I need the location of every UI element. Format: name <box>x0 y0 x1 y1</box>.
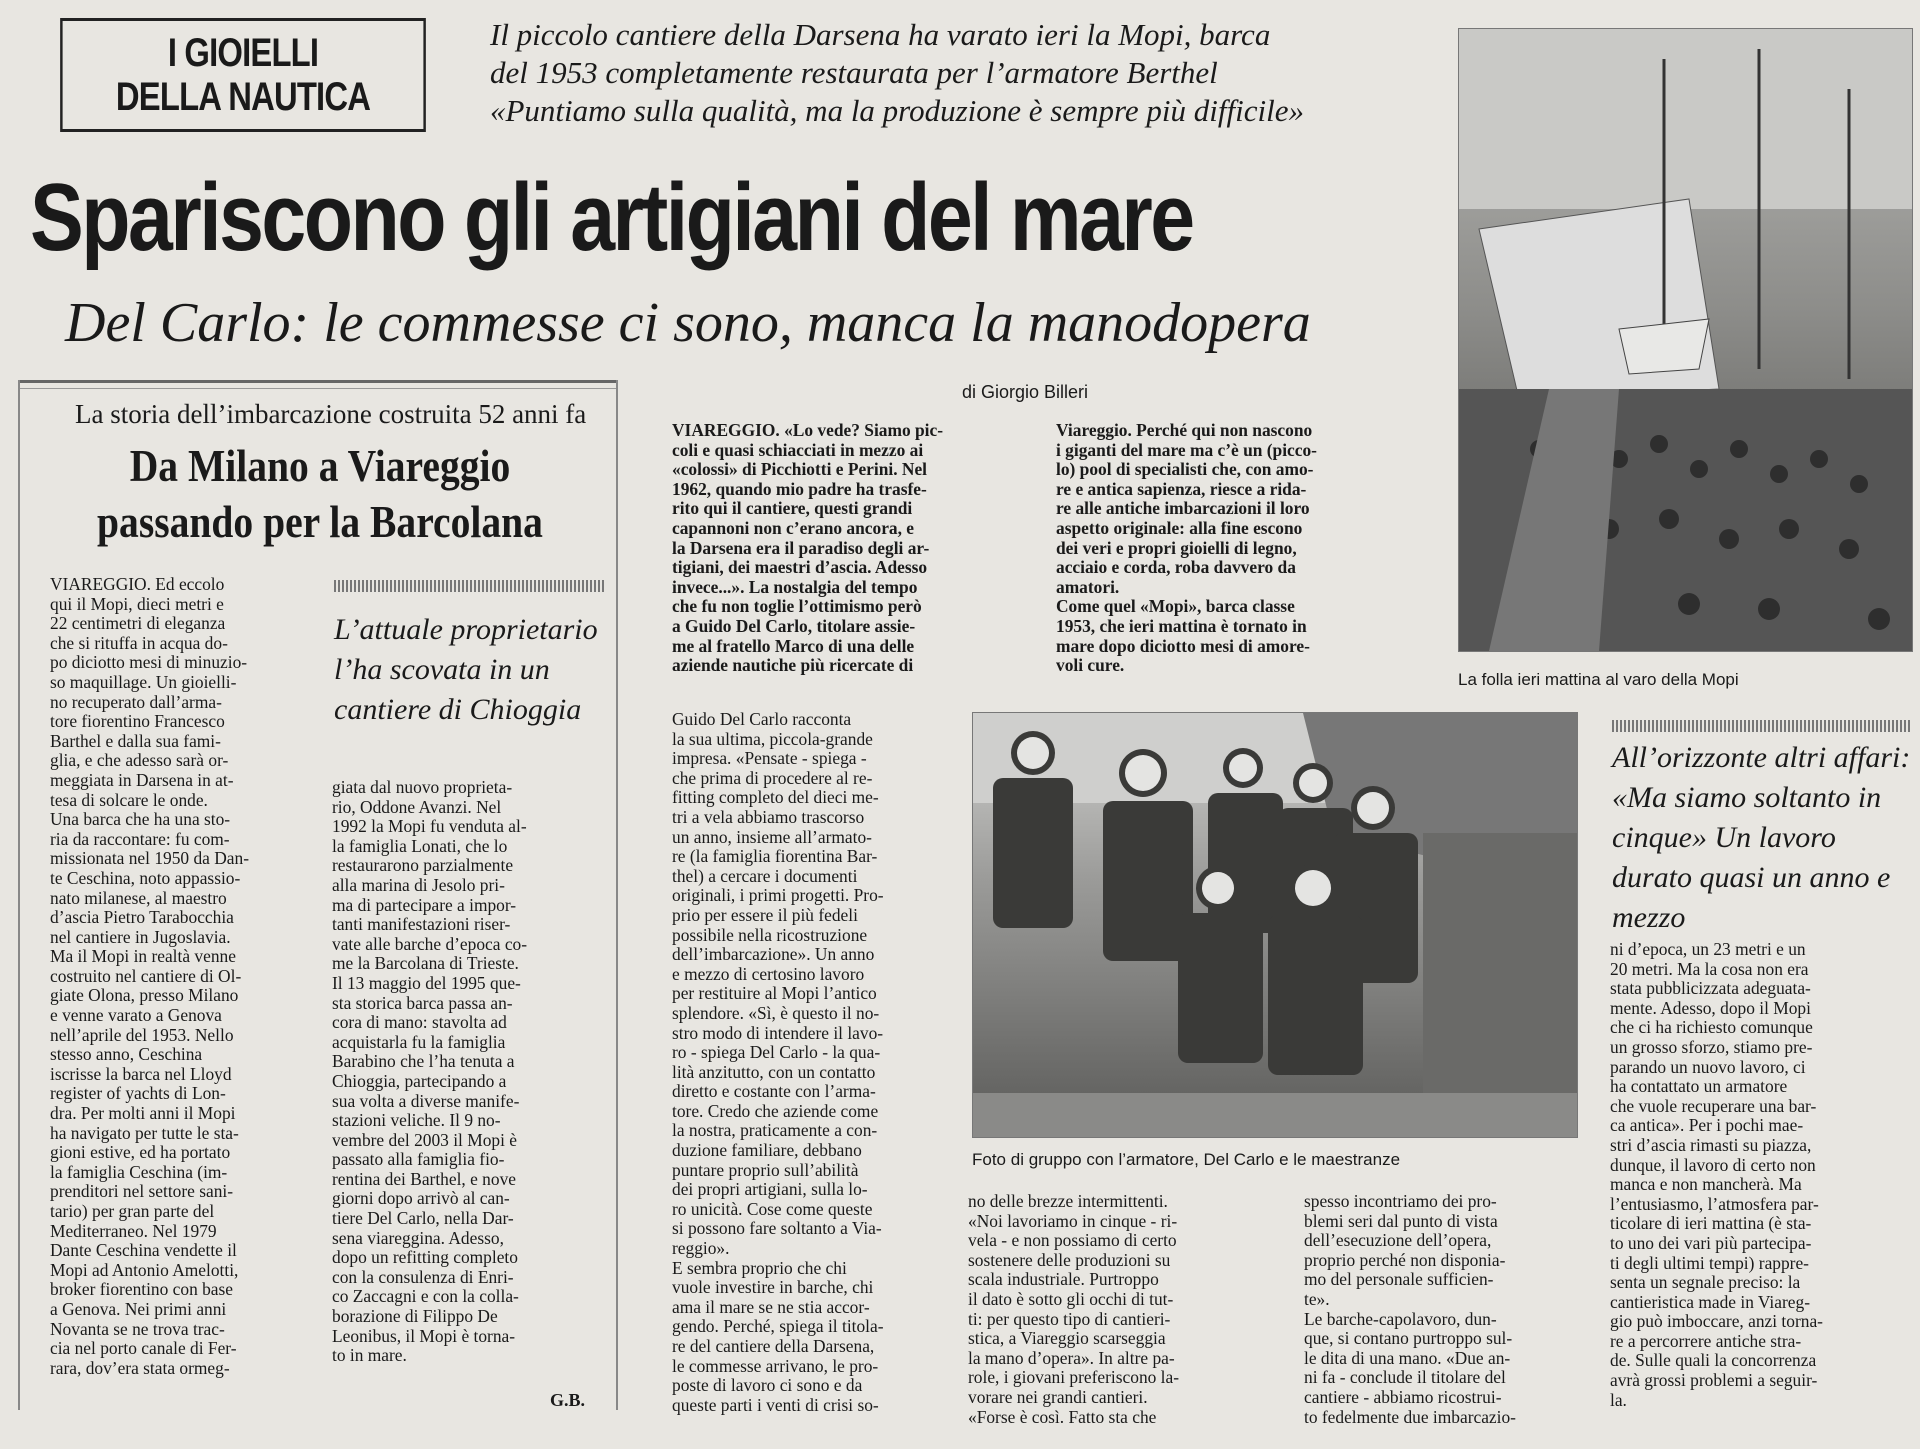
text-line: te». <box>1304 1288 1330 1309</box>
text-line: rio, Oddone Avanzi. Nel <box>332 796 502 817</box>
text-line: cantiere - abbiamo ricostrui- <box>1304 1386 1502 1407</box>
text-line: re del cantiere della Darsena, <box>672 1336 875 1356</box>
text-line: glia, e che adesso sarà or- <box>50 750 229 771</box>
text-line: costruito nel cantiere di Ol- <box>50 965 242 986</box>
text-line: la sua ultima, piccola-grande <box>672 728 873 749</box>
text-line: Novanta se ne trova trac- <box>50 1318 225 1339</box>
text-line: «Forse è così. Fatto sta che <box>968 1406 1157 1427</box>
text-line: ca antica». Per i pochi mae- <box>1610 1115 1804 1136</box>
text-line: acquistarla fu la famiglia <box>332 1031 506 1052</box>
article-intro-column-1 <box>672 421 1027 676</box>
text-line: Chioggia, partecipando a <box>332 1070 507 1091</box>
text-line: rara, dov’era stata ormeg- <box>50 1357 230 1378</box>
text-line: capannoni non c’erano ancora, e <box>672 517 915 538</box>
text-line: alla marina di Jesolo pri- <box>332 874 505 895</box>
text-line: vorare nei grandi cantieri. <box>968 1386 1148 1407</box>
text-line: stica, a Viareggio scarseggia <box>968 1328 1166 1349</box>
text-line: sua volta a diverse manife- <box>332 1090 520 1111</box>
text-line: Barthel e dalla sua fami- <box>50 730 221 751</box>
text-line: cantieristica made in Viareg- <box>1610 1291 1810 1312</box>
text-line: sostenere delle produzioni su <box>968 1249 1171 1270</box>
text-line: proprio perché non disponia- <box>1304 1249 1506 1270</box>
text-line: un anno, insieme all’armato- <box>672 826 872 847</box>
text-line: impresa. «Pensate - spiega - <box>672 748 867 769</box>
text-line: la nostra, praticamente a con- <box>672 1120 878 1141</box>
sidebar-title <box>71 438 570 550</box>
sidebar-title-line: Da Milano a Viareggio <box>129 440 511 491</box>
text-line: stata pubblicizzata adeguata- <box>1610 978 1811 999</box>
text-line: «colossi» di Picchiotti e Perini. Nel <box>672 459 928 480</box>
text-line: duzione familiare, debbano <box>672 1140 862 1161</box>
text-line: queste parti i venti di crisi so- <box>672 1394 879 1415</box>
text-line: diretto e costante con l’arma- <box>672 1081 876 1102</box>
article-intro-column-2 <box>1056 421 1436 676</box>
text-line: que, si contano purtroppo sul- <box>1304 1328 1513 1349</box>
text-line: broker fiorentino con base <box>50 1279 234 1300</box>
text-line: mente. Adesso, dopo il Mopi <box>1610 997 1811 1018</box>
subheadline: Del Carlo: le commesse ci sono, manca la manodopera <box>65 292 1311 354</box>
text-line: ni fa - conclude il titolare del <box>1304 1367 1506 1388</box>
text-line: tanti manifestazioni riser- <box>332 914 511 935</box>
text-line: stazioni veliche. Il 9 no- <box>332 1110 501 1131</box>
text-line: avrà grossi problemi a seguir- <box>1610 1370 1818 1391</box>
text-line: tesa di solcare le onde. <box>50 789 208 810</box>
deck-line: «Puntiamo sulla qualità, ma la produzione è sempre più difficile» <box>490 93 1304 128</box>
text-line: il dato è sotto gli occhi di tut- <box>968 1288 1174 1309</box>
text-line: Il 13 maggio del 1995 que- <box>332 972 521 993</box>
text-line: tiere Del Carlo, nella Dar- <box>332 1208 514 1229</box>
sidebar-kicker: La storia dell’imbarcazione costruita 52 anni fa <box>75 399 587 429</box>
text-line: so maquillage. Un gioielli- <box>50 671 237 692</box>
text-line: Mopi ad Antonio Amelotti, <box>50 1259 239 1280</box>
text-line: ha contattato un armatore <box>1610 1076 1788 1097</box>
text-line: iscrisse la barca nel Lloyd <box>50 1063 232 1084</box>
text-line: nell’aprile del 1953. Nello <box>50 1024 234 1045</box>
text-line: to fedelmente due imbarcazio- <box>1304 1406 1516 1427</box>
text-line: rito qui il cantiere, questi grandi <box>672 498 913 519</box>
text-line: dei propri artigiani, sulla lo- <box>672 1179 868 1200</box>
text-line: parando un nuovo lavoro, ci <box>1610 1056 1806 1077</box>
text-line: dra. Per molti anni il Mopi <box>50 1103 236 1124</box>
text-line: ria da raccontare: fu com- <box>50 828 230 849</box>
text-line: gendo. Perché, spiega il titola- <box>672 1316 884 1337</box>
text-line: VIAREGGIO. Ed eccolo <box>50 574 225 594</box>
text-line: 20 metri. Ma la cosa non era <box>1610 958 1809 979</box>
sidebar-rule <box>18 380 616 383</box>
text-line: Guido Del Carlo racconta <box>672 709 852 729</box>
text-line: la Darsena era il paradiso degli ar- <box>672 537 930 558</box>
text-line: vembre del 2003 il Mopi è <box>332 1129 517 1150</box>
text-line: lità anzitutto, con un contatto <box>672 1061 876 1082</box>
text-line: che fu non toglie l’ottimismo però <box>672 596 922 617</box>
sidebar-border <box>18 380 20 1410</box>
article-pull-quote: All’orizzonte altri affari: «Ma siamo soltanto in cinque» Un lavoro durato quasi un anno e mezzo <box>1612 741 1911 934</box>
article-column-2 <box>968 1192 1258 1427</box>
text-line: con la consulenza di Enri- <box>332 1266 514 1287</box>
text-line: aziende nautiche più ricercate di <box>672 655 914 676</box>
text-line: la mano d’opera». In altre pa- <box>968 1347 1175 1368</box>
text-line: po diciotto mesi di minuzio- <box>50 652 248 673</box>
section-kicker <box>60 18 426 132</box>
text-line: voli cure. <box>1056 655 1125 676</box>
photo-caption: La folla ieri mattina al varo della Mopi <box>1458 670 1739 689</box>
text-line: d’ascia Pietro Tarabocchia <box>50 907 234 928</box>
group-photo <box>972 712 1578 1138</box>
text-line: 1962, quando mio padre ha trasfe- <box>672 478 927 499</box>
text-line: 1953, che ieri mattina è tornato in <box>1056 615 1307 636</box>
text-line: stro modo di intendere il lavo- <box>672 1022 884 1043</box>
text-line: sta storica barca passa an- <box>332 992 513 1013</box>
text-line: dopo un refitting completo <box>332 1247 518 1268</box>
text-line: tore fiorentino Francesco <box>50 711 225 732</box>
text-line: rentina dei Barthel, e nove <box>332 1168 516 1189</box>
text-line: Come quel «Mopi», barca classe <box>1056 596 1295 617</box>
article-column-3 <box>1304 1192 1576 1427</box>
text-line: dunque, il lavoro di certo non <box>1610 1154 1816 1175</box>
text-line: tri a vela abbiamo trascorso <box>672 806 865 827</box>
text-line: re e antica sapienza, riesce a rida- <box>1056 478 1307 499</box>
sidebar-title-line: passando per la Barcolana <box>97 496 543 547</box>
deck-line: Il piccolo cantiere della Darsena ha varato ieri la Mopi, barca <box>490 17 1271 52</box>
text-line: che ci ha richiesto comunque <box>1610 1017 1813 1038</box>
text-line: nato milanese, al maestro <box>50 887 227 908</box>
text-line: poste di lavoro ci sono e da <box>672 1375 863 1396</box>
text-line: puntare proprio sull’abilità <box>672 1159 859 1180</box>
text-line: un grosso sforzo, stiamo pre- <box>1610 1036 1813 1057</box>
pull-quote-rule <box>1612 720 1910 732</box>
text-line: to in mare. <box>332 1345 407 1366</box>
text-line: ro unicità. Cose come queste <box>672 1198 873 1219</box>
text-line: i giganti del mare ma c’è un (picco- <box>1056 439 1317 460</box>
text-line: 1992 la Mopi fu venduta al- <box>332 816 527 837</box>
text-line: tario) per gran parte del <box>50 1201 215 1221</box>
text-line: co Zaccagni e con la colla- <box>332 1286 519 1307</box>
text-line: lo) pool di specialisti che, con amo- <box>1056 459 1314 480</box>
photo-caption: Foto di gruppo con l’armatore, Del Carlo e le maestranze <box>972 1150 1401 1169</box>
text-line: dell’imbarcazione». Un anno <box>672 944 875 965</box>
text-line: thel) a cercare i documenti <box>672 865 858 886</box>
text-line: qui il Mopi, dieci metri e <box>50 593 224 614</box>
crowd-photo-art <box>1459 29 1912 651</box>
text-line: tore. Credo che aziende come <box>672 1100 879 1121</box>
text-line: Barabino che l’ha tenuta a <box>332 1051 515 1072</box>
text-line: «Noi lavoriamo in cinque - ri- <box>968 1210 1178 1231</box>
text-line: reggio». <box>672 1238 730 1259</box>
text-line: stri d’ascia rimasti su piazza, <box>1610 1134 1812 1155</box>
text-line: giorni dopo arrivò al can- <box>332 1188 510 1209</box>
text-line: nel cantiere in Jugoslavia. <box>50 926 231 947</box>
text-line: Le barche-capolavoro, dun- <box>1304 1308 1497 1329</box>
text-line: Una barca che ha una sto- <box>50 809 231 830</box>
text-line: a Guido Del Carlo, titolare assie- <box>672 615 916 636</box>
group-photo-art <box>973 713 1577 1137</box>
text-line: Viareggio. Perché qui non nascono <box>1056 420 1313 440</box>
text-line: a Genova. Nei primi anni <box>50 1298 227 1319</box>
text-line: e mezzo di certosino lavoro <box>672 963 865 984</box>
text-line: register of yachts di Lon- <box>50 1083 226 1104</box>
article-column-1 <box>672 710 944 1415</box>
text-line: missionata nel 1950 da Dan- <box>50 848 249 869</box>
text-line: vuole investire in barche, chi <box>672 1277 874 1298</box>
text-line: te Ceschina, noto appassio- <box>50 867 241 888</box>
sidebar-pull-quote: L’attuale proprietario l’ha scovata in un cantiere di Chioggia <box>334 613 598 726</box>
text-line: to uno dei vari più partecipa- <box>1610 1232 1812 1253</box>
text-line: ama il mare se ne stia accor- <box>672 1296 870 1317</box>
text-line: vate alle barche d’epoca co- <box>332 933 528 954</box>
pull-quote-rule <box>334 580 604 592</box>
text-line: blemi seri dal punto di vista <box>1304 1210 1498 1231</box>
text-line: manca e non mancherà. Ma <box>1610 1174 1802 1195</box>
text-line: re a percorrere antiche stra- <box>1610 1330 1802 1351</box>
text-line: la famiglia Lonati, che lo <box>332 835 508 856</box>
sidebar-rule <box>18 388 616 389</box>
text-line: senta un segnale preciso: la <box>1610 1272 1801 1293</box>
text-line: ro - spiega Del Carlo - la qua- <box>672 1042 881 1063</box>
text-line: re (la famiglia fiorentina Bar- <box>672 846 878 867</box>
text-line: me la Barcolana di Trieste. <box>332 953 519 974</box>
text-line: tigiani, dei maestri d’ascia. Adesso <box>672 557 928 578</box>
text-line: prenditori nel settore sani- <box>50 1181 234 1202</box>
text-line: spesso incontriamo dei pro- <box>1304 1191 1497 1211</box>
text-line: Dante Ceschina vendette il <box>50 1240 237 1261</box>
text-line: VIAREGGIO. «Lo vede? Siamo pic- <box>672 420 944 440</box>
text-line: originali, i primi progetti. Pro- <box>672 885 884 906</box>
text-line: amatori. <box>1056 576 1120 597</box>
text-line: stesso anno, Ceschina <box>50 1044 203 1065</box>
text-line: gio può imboccare, anzi torna- <box>1610 1311 1823 1332</box>
text-line: aspetto originale: alla fine escono <box>1056 517 1303 538</box>
text-line: mare dopo diciotto mesi di amore- <box>1056 635 1310 656</box>
text-line: cora di mano: stavolta ad <box>332 1012 507 1033</box>
text-line: 22 centimetri di eleganza <box>50 613 226 634</box>
text-line: l’entusiasmo, l’atmosfera par- <box>1610 1193 1819 1214</box>
text-line: de. Sulle quali la concorrenza <box>1610 1350 1817 1371</box>
text-line: coli e quasi schiacciati in mezzo ai <box>672 439 924 460</box>
text-line: e venne varato a Genova <box>50 1005 222 1026</box>
text-line: ti degli ultimi tempi) rappre- <box>1610 1252 1809 1273</box>
headline: Spariscono gli artigiani del mare <box>30 164 1193 271</box>
text-line: me al fratello Marco di una delle <box>672 635 915 656</box>
text-line: Ma il Mopi in realtà venne <box>50 946 236 967</box>
text-line: che vuole recuperare una bar- <box>1610 1095 1817 1116</box>
text-line: meggiata in Darsena in at- <box>50 769 234 790</box>
text-line: Mediterraneo. Nel 1979 <box>50 1220 217 1241</box>
text-line: borazione di Filippo De <box>332 1306 498 1327</box>
text-line: la. <box>1610 1389 1627 1410</box>
text-line: ti: per questo tipo di cantieri- <box>968 1308 1171 1329</box>
text-line: ma di partecipare a impor- <box>332 894 517 915</box>
text-line: che si rituffa in acqua do- <box>50 632 228 653</box>
article-column-4 <box>1610 940 1906 1410</box>
text-line: prio per essere il più fedeli <box>672 904 858 925</box>
text-line: acciaio e corda, roba davvero da <box>1056 557 1296 578</box>
text-line: restaurarono parzialmente <box>332 855 514 876</box>
signature: G.B. <box>550 1390 586 1410</box>
text-line: scala industriale. Purtroppo <box>968 1269 1159 1290</box>
text-line: ticolare di ieri mattina (è sta- <box>1610 1213 1812 1234</box>
text-line: passato alla famiglia fio- <box>332 1149 505 1170</box>
text-line: le dita di una mano. «Due an- <box>1304 1347 1511 1368</box>
deck-line: del 1953 completamente restaurata per l’armatore Berthel <box>490 55 1218 90</box>
text-line: no recuperato dall’arma- <box>50 691 222 712</box>
kicker-line-2: DELLA NAUTICA <box>115 75 371 119</box>
text-line: gioni estive, ed ha portato <box>50 1142 231 1163</box>
sidebar-column-2 <box>332 778 604 1366</box>
text-line: dell’esecuzione dell’opera, <box>1304 1230 1492 1251</box>
sidebar-border <box>616 380 618 1410</box>
text-line: per restituire al Mopi l’antico <box>672 983 877 1004</box>
deck <box>490 16 1450 130</box>
crowd-photo <box>1458 28 1913 652</box>
text-line: dei veri e propri gioielli di legno, <box>1056 537 1297 558</box>
text-line: no delle brezze intermittenti. <box>968 1191 1168 1211</box>
text-line: ha navigato per tutte le sta- <box>50 1122 239 1143</box>
text-line: E sembra proprio che chi <box>672 1257 847 1278</box>
text-line: mo del personale sufficien- <box>1304 1269 1494 1290</box>
text-line: invece...». La nostalgia del tempo <box>672 576 918 597</box>
text-line: Leonibus, il Mopi è torna- <box>332 1325 516 1346</box>
sidebar-column-1 <box>50 575 312 1378</box>
text-line: cia nel porto canale di Fer- <box>50 1338 237 1359</box>
text-line: giate Olona, presso Milano <box>50 985 239 1006</box>
text-line: si possono fare soltanto a Via- <box>672 1218 882 1239</box>
text-line: le commesse arrivano, le pro- <box>672 1355 879 1376</box>
text-line: sena viareggina. Adesso, <box>332 1227 504 1248</box>
text-line: role, i giovani preferiscono la- <box>968 1367 1180 1388</box>
text-line: re alle antiche imbarcazioni il loro <box>1056 498 1310 519</box>
byline: di Giorgio Billeri <box>962 382 1089 402</box>
text-line: vela - e non possiamo di certo <box>968 1230 1177 1251</box>
text-line: splendore. «Sì, è questo il no- <box>672 1002 880 1023</box>
text-line: giata dal nuovo proprieta- <box>332 777 513 797</box>
text-line: che prima di procedere al re- <box>672 767 873 788</box>
text-line: ni d’epoca, un 23 metri e un <box>1610 939 1806 959</box>
text-line: la famiglia Ceschina (im- <box>50 1161 228 1182</box>
kicker-line-1: I GIOIELLI <box>167 31 319 75</box>
text-line: fitting completo del dieci me- <box>672 787 879 808</box>
text-line: possibile nella ricostruzione <box>672 924 868 945</box>
